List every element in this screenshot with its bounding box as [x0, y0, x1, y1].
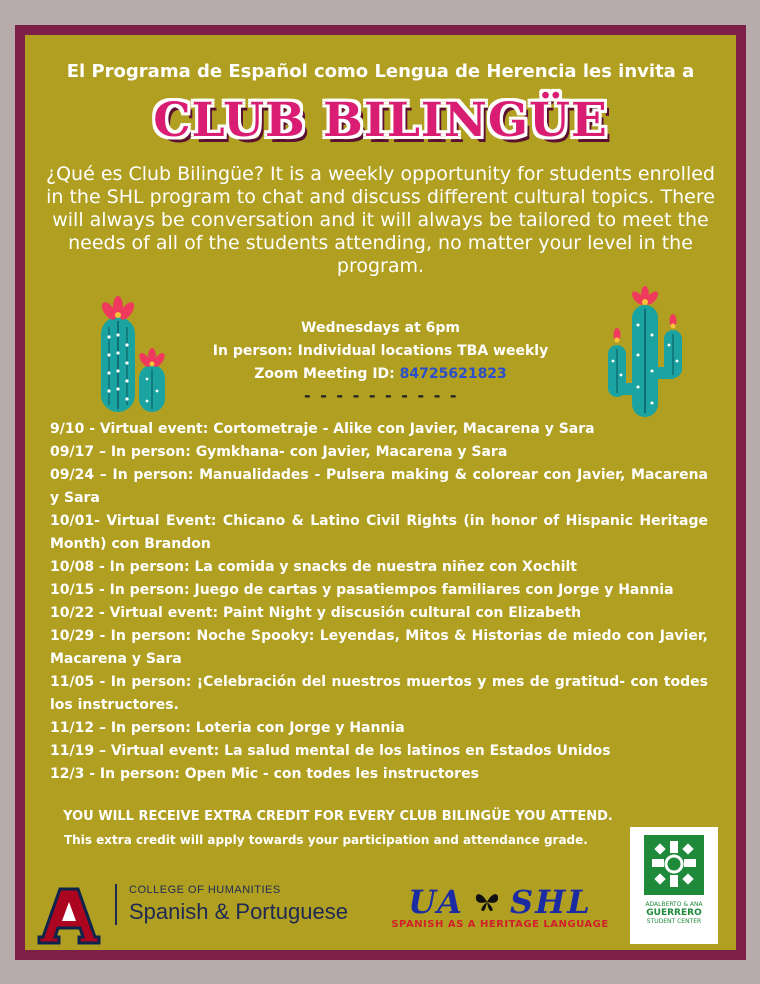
zoom-meeting-id[interactable]: 84725621823: [399, 366, 507, 382]
schedule-item: 09/24 – In person: Manualidades - Pulsera making & colorear con Javier, Macarena y Sara: [50, 467, 708, 506]
guerrero-center-logo: [630, 827, 718, 944]
poster-body: [25, 35, 736, 950]
schedule-item: 9/10 - Virtual event: Cortometraje - Alike con Javier, Macarena y Sara: [50, 421, 595, 437]
zoom-line: [25, 363, 736, 386]
schedule-item: 10/15 - In person: Juego de cartas y pasatiempos familiares con Jorge y Hannia: [50, 582, 674, 598]
divider: - - - - - - - - - -: [304, 386, 459, 405]
extra-credit-headline: YOU WILL RECEIVE EXTRA CREDIT FOR EVERY CLUB BILINGÜE YOU ATTEND.: [63, 809, 613, 824]
intro-text: ¿Qué es Club Bilingüe? It is a weekly opportunity for students enrolled in the SHL program to chat and discuss different cultural topics. There will always be conversation and it will always be tailored to meet the needs of all of the students attending, no matter your level in the program.: [46, 163, 715, 277]
guerrero-line3: STUDENT CENTER: [646, 918, 702, 925]
schedule-item: 11/05 - In person: ¡Celebración del nuestros muertos y mes de gratitud- con todes los instructores.: [50, 674, 708, 713]
event-schedule: [50, 418, 708, 786]
butterfly-icon: [474, 891, 500, 913]
shl-right: SHL: [509, 883, 592, 921]
poster-border: [15, 25, 746, 960]
schedule-item: 10/08 - In person: La comida y snacks de nuestra niñez con Xochilt: [50, 559, 577, 575]
shl-left: UA: [408, 883, 464, 921]
guerrero-line1: ADALBERTO & ANA: [645, 901, 703, 908]
shl-subtitle: SPANISH AS A HERITAGE LANGUAGE: [391, 919, 609, 930]
meeting-location: In person: Individual locations TBA weekly: [212, 343, 549, 359]
college-logo: [115, 884, 348, 925]
zoom-label: Zoom Meeting ID:: [254, 366, 395, 382]
schedule-item: 09/17 – In person: Gymkhana- con Javier, Macarena y Sara: [50, 444, 508, 460]
meeting-day: Wednesdays at 6pm: [301, 320, 460, 336]
invite-line: El Programa de Español como Lengua de Herencia les invita a: [66, 61, 695, 82]
club-title: CLUB BILINGÜE: [153, 93, 608, 148]
shl-logo: [390, 883, 610, 930]
schedule-item: 10/01- Virtual Event: Chicano & Latino Civil Rights (in honor of Hispanic Heritage Month) con Brandon: [50, 513, 708, 552]
ua-letter: A: [69, 925, 70, 926]
guerrero-line2: GUERRERO: [646, 908, 702, 918]
guerrero-emblem-icon: [644, 835, 704, 895]
university-arizona-logo: [37, 885, 101, 945]
meeting-info: [25, 317, 736, 386]
schedule-item: 11/19 – Virtual event: La salud mental de los latinos en Estados Unidos: [50, 743, 611, 759]
schedule-item: 10/29 - In person: Noche Spooky: Leyendas, Mitos & Historias de miedo con Javier, Macarena y Sara: [50, 628, 708, 667]
schedule-item: 11/12 – In person: Loteria con Jorge y Hannia: [50, 720, 405, 736]
college-name: COLLEGE OF HUMANITIES: [129, 884, 281, 896]
schedule-item: 10/22 - Virtual event: Paint Night y discusión cultural con Elizabeth: [50, 605, 582, 621]
extra-credit-note: This extra credit will apply towards your participation and attendance grade.: [64, 833, 588, 847]
department-name: Spanish & Portuguese: [129, 899, 348, 924]
schedule-item: 12/3 - In person: Open Mic - con todes les instructores: [50, 766, 479, 782]
